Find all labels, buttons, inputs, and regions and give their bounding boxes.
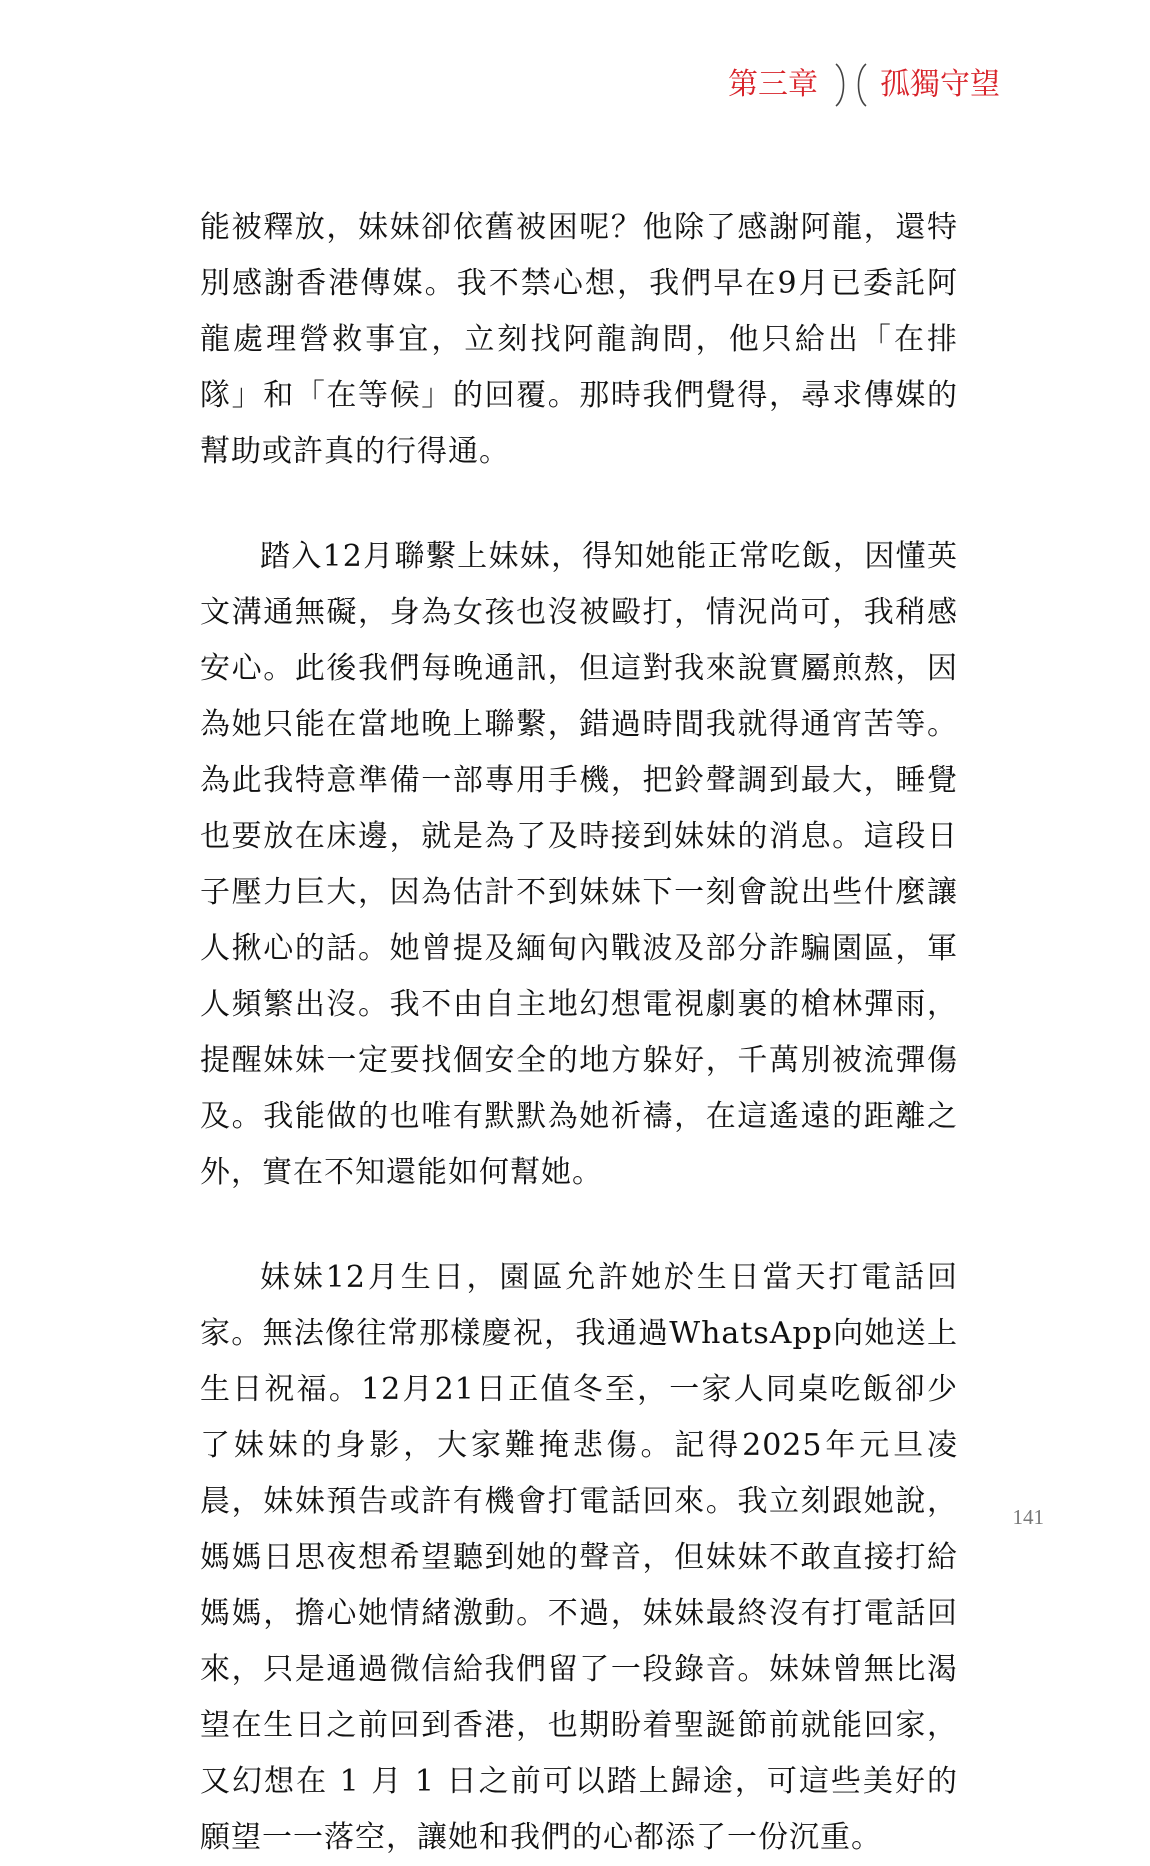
paragraph-3: 妹妹12月生日，園區允許她於生日當天打電話回家。無法像往常那樣慶祝，我通過WhatsApp向她送上生日祝福。12月21日正值冬至，一家人同桌吃飯卻少了妹妹的身影，大家難掩悲傷。記得2025年元旦凌晨，妹妹預告或許有機會打電話回來。我立刻跟她說，媽媽日思夜想希望聽到她的聲音，但妹妹不敢直接打給媽媽，擔心她情緒激動。不過，妹妹最終沒有打電話回來，只是通過微信給我們留了一段錄音。妹妹曾無比渴望在生日之前回到香港，也期盼着聖誕節前就能回家，又幻想在 1 月 1 日之前可以踏上歸途，可這些美好的願望一一落空，讓她和我們的心都添了一份沉重。 [200,1260,958,1855]
paragraph-2: 踏入12月聯繫上妹妹，得知她能正常吃飯，因懂英文溝通無礙，身為女孩也沒被毆打，情況尚可，我稍感安心。此後我們每晚通訊，但這對我來說實屬煎熬，因為她只能在當地晚上聯繫，錯過時間我就得通宵苦等。為此我特意準備一部專用手機，把鈴聲調到最大，睡覺也要放在床邊，就是為了及時接到妹妹的消息。這段日子壓力巨大，因為估計不到妹妹下一刻會說出些什麼讓人揪心的話。她曾提及緬甸內戰波及部分詐騙園區，軍人頻繁出沒。我不由自主地幻想電視劇裏的槍林彈雨，提醒妹妹一定要找個安全的地方躲好，千萬別被流彈傷及。我能做的也唯有默默為她祈禱，在這遙遠的距離之外，實在不知還能如何幫她。 [200,539,958,1190]
chapter-label: 第三章 [728,67,818,102]
paragraph-1: 能被釋放，妹妹卻依舊被困呢？他除了感謝阿龍，還特別感謝香港傳媒。我不禁心想，我們早在9月已委託阿龍處理營救事宜，立刻找阿龍詢問，他只給出「在排隊」和「在等候」的回覆。那時我們覺得，尋求傳媒的幫助或許真的行得通。 [200,210,958,469]
chapter-title: 孤獨守望 [880,67,1000,102]
page-number: 141 [1012,1505,1044,1529]
body-text [200,200,958,1866]
running-header [728,62,1000,108]
double-parenthesis-divider-icon [830,62,872,108]
